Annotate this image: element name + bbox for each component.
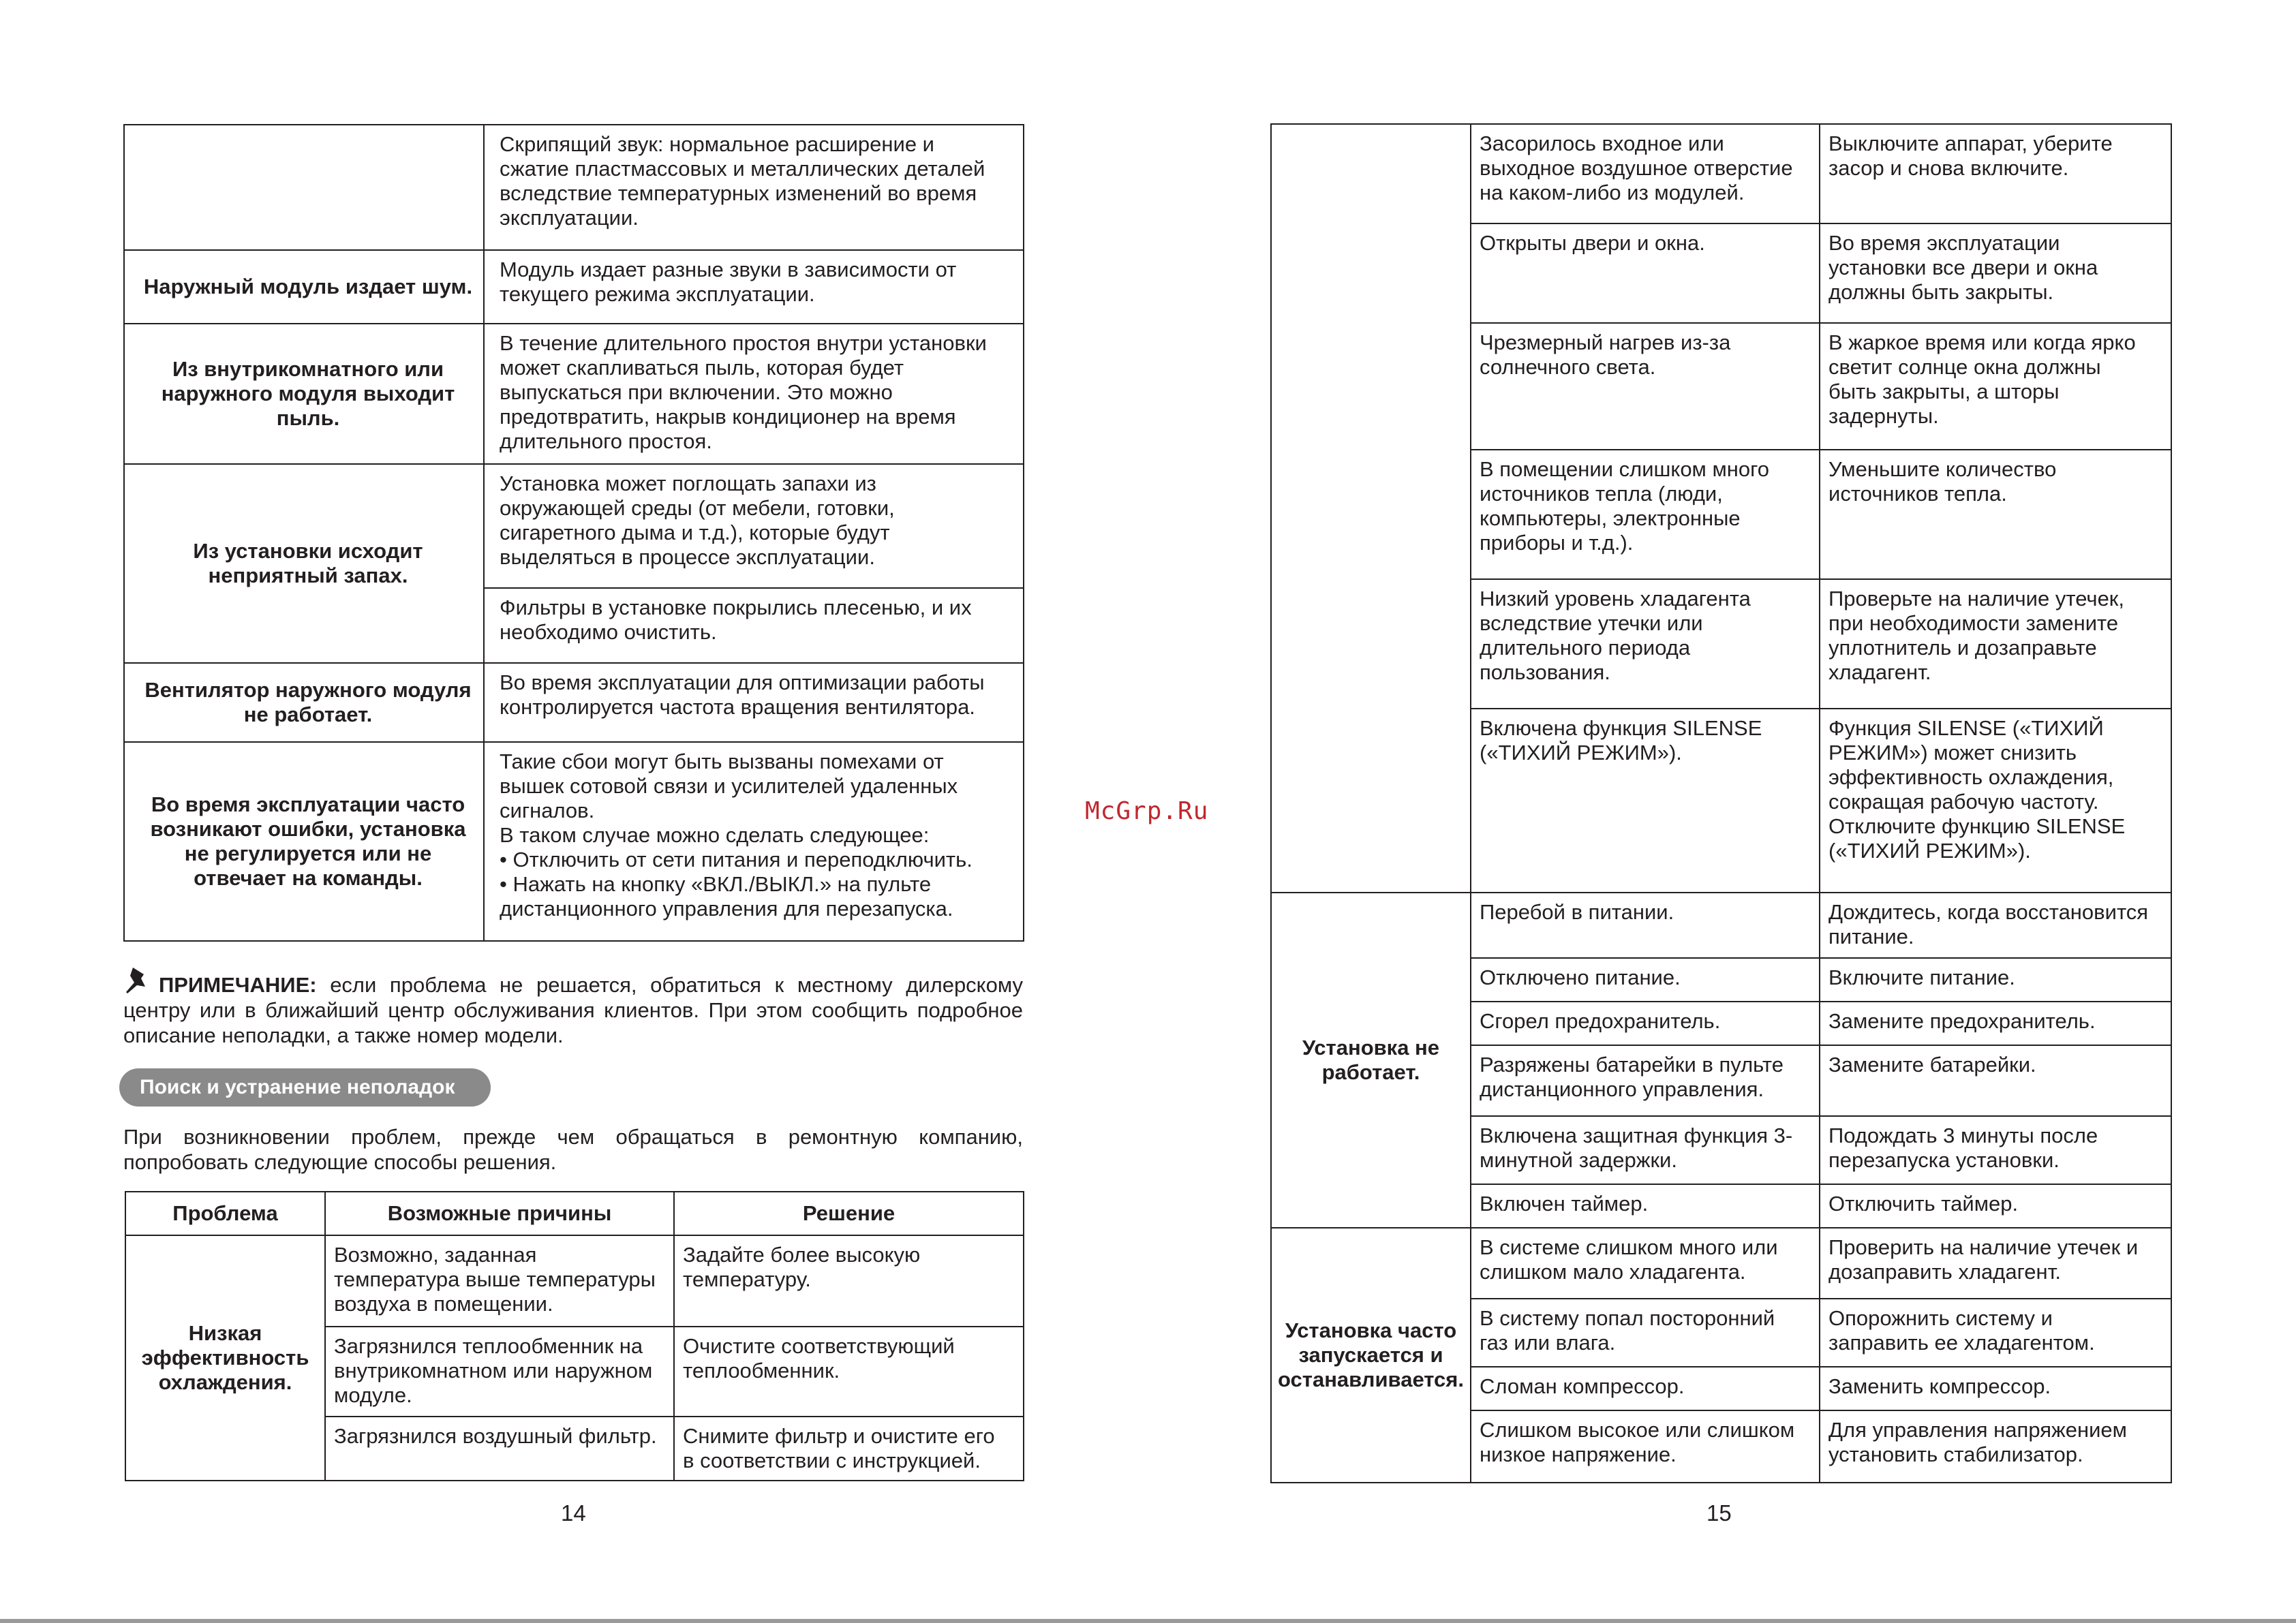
cause-cell: Низкий уровень хладагента вследствие утечки или длительного периода пользования. [1471, 579, 1820, 709]
solution-cell: Фильтры в установке покрылись плесенью, и их необходимо очистить. [484, 588, 1024, 663]
cause-cell: Загрязнился теплообменник на внутрикомнатном или наружном модуле. [325, 1327, 674, 1417]
table-row [1271, 893, 2171, 958]
problem-cell: Во время эксплуатации часто возникают ошибки, установка не регулируется или не отвечает на команды. [124, 742, 484, 941]
cause-cell: Слишком высокое или слишком низкое напряжение. [1471, 1410, 1820, 1483]
table-row [124, 125, 1024, 250]
solution-cell: Установка может поглощать запахи из окружающей среды (от мебели, готовки, сигаретного дыма и т.д.), которые будут выделяться в процессе эксплуатации. [484, 464, 1024, 588]
cause-cell: В систему попал посторонний газ или влага. [1471, 1299, 1820, 1367]
solution-cell: Проверьте на наличие утечек, при необходимости замените уплотнитель и дозаправьте хладагент. [1820, 579, 2171, 709]
table-row [124, 742, 1024, 941]
solution-cell: Замените батарейки. [1820, 1045, 2171, 1116]
solution-cell: Снимите фильтр и очистите его в соответствии с инструкцией. [674, 1417, 1024, 1481]
pushpin-icon [123, 966, 153, 995]
note-label: ПРИМЕЧАНИЕ: [159, 973, 317, 997]
problem-cell [1271, 124, 1471, 893]
cause-cell: Отключено питание. [1471, 958, 1820, 1002]
cause-cell: Перебой в питании. [1471, 893, 1820, 958]
table-row [125, 1235, 1024, 1327]
cause-cell: Загрязнился воздушный фильтр. [325, 1417, 674, 1481]
solution-cell: В течение длительного простоя внутри установки может скапливаться пыль, которая будет выпускаться при включении. Это можно предотвратить, накрыв кондиционер на время длительного простоя. [484, 324, 1024, 464]
table-row [124, 663, 1024, 742]
problem-cell: Из установки исходит неприятный запах. [124, 464, 484, 663]
solution-cell: Очистите соответствующий теплообменник. [674, 1327, 1024, 1417]
section-title: Поиск и устранение неполадок [119, 1068, 491, 1107]
note-paragraph [123, 966, 1023, 1048]
solution-cell: Дождитесь, когда восстановится питание. [1820, 893, 2171, 958]
problem-cell: Наружный модуль издает шум. [124, 250, 484, 324]
cause-cell: Сгорел предохранитель. [1471, 1002, 1820, 1045]
cause-cell: В системе слишком много или слишком мало хладагента. [1471, 1228, 1820, 1299]
solution-cell: Для управления напряжением установить стабилизатор. [1820, 1410, 2171, 1483]
solution-cell: Во время эксплуатации для оптимизации работы контролируется частота вращения вентилятора. [484, 663, 1024, 742]
solution-cell: Отключить таймер. [1820, 1184, 2171, 1228]
cause-cell: Сломан компрессор. [1471, 1367, 1820, 1410]
solution-cell: Проверить на наличие утечек и дозаправить хладагент. [1820, 1228, 2171, 1299]
solution-cell: Задайте более высокую температуру. [674, 1235, 1024, 1327]
page-number: 15 [1706, 1500, 1732, 1526]
table-row [1271, 1228, 2171, 1299]
solution-cell: Функция SILENSE («ТИХИЙ РЕЖИМ») может снизить эффективность охлаждения, сокращая рабочую частоту. Отключите функцию SILENSE («ТИХИЙ РЕЖИМ»). [1820, 709, 2171, 893]
table-header-row [125, 1192, 1024, 1235]
solution-cell: Замените предохранитель. [1820, 1002, 2171, 1045]
column-header-problem: Проблема [125, 1192, 325, 1235]
table-row [124, 324, 1024, 464]
column-header-causes: Возможные причины [325, 1192, 674, 1235]
page-number: 14 [561, 1500, 586, 1526]
solution-cell: Выключите аппарат, уберите засор и снова включите. [1820, 124, 2171, 223]
table-row [124, 250, 1024, 324]
table-row [1271, 124, 2171, 223]
cause-cell: Чрезмерный нагрев из-за солнечного света. [1471, 323, 1820, 450]
solution-cell: Во время эксплуатации установки все двери и окна должны быть закрыты. [1820, 223, 2171, 323]
page-right [1148, 0, 2296, 1623]
cause-cell: Засорилось входное или выходное воздушное отверстие на каком-либо из модулей. [1471, 124, 1820, 223]
bottom-divider [0, 1619, 2296, 1623]
troubleshooting-continued-table [123, 124, 1024, 942]
note-text: если проблема не решается, обратиться к местному дилерскому центру или в ближайший центр обслуживания клиентов. При этом сообщить подробное описание неполадки, а также номер модели. [123, 973, 1023, 1047]
problem-cell: Установка часто запускается и останавливается. [1271, 1228, 1471, 1483]
solution-cell: Включите питание. [1820, 958, 2171, 1002]
intro-paragraph: При возникновении проблем, прежде чем обращаться в ремонтную компанию, попробовать следующие способы решения. [123, 1125, 1023, 1174]
problem-cell [124, 125, 484, 250]
trouble-table [125, 1191, 1024, 1481]
solution-cell: Подождать 3 минуты после перезапуска установки. [1820, 1116, 2171, 1184]
solution-cell: Опорожнить систему и заправить ее хладагентом. [1820, 1299, 2171, 1367]
solution-cell: Такие сбои могут быть вызваны помехами от вышек сотовой связи и усилителей удаленных сигналов. В таком случае можно сделать следующее: • Отключить от сети питания и переподключить. • Нажать на кнопку «ВКЛ./ВЫКЛ.» на пульте дистанционного управления для перезапуска. [484, 742, 1024, 941]
cause-cell: Включена защитная функция 3- минутной задержки. [1471, 1116, 1820, 1184]
solution-cell: Заменить компрессор. [1820, 1367, 2171, 1410]
cause-cell: Открыты двери и окна. [1471, 223, 1820, 323]
solution-cell: Модуль издает разные звуки в зависимости от текущего режима эксплуатации. [484, 250, 1024, 324]
solution-cell: В жаркое время или когда ярко светит солнце окна должны быть закрыты, а шторы задернуты. [1820, 323, 2171, 450]
problem-cell: Низкая эффективность охлаждения. [125, 1235, 325, 1481]
column-header-solution: Решение [674, 1192, 1024, 1235]
watermark: McGrp.Ru [1085, 797, 1209, 825]
cause-cell: Включена функция SILENSE («ТИХИЙ РЕЖИМ»). [1471, 709, 1820, 893]
problem-cell: Установка не работает. [1271, 893, 1471, 1228]
trouble-table-continued [1270, 123, 2172, 1483]
problem-cell: Вентилятор наружного модуля не работает. [124, 663, 484, 742]
solution-cell: Скрипящий звук: нормальное расширение и сжатие пластмассовых и металлических деталей вследствие температурных изменений во время эксплуатации. [484, 125, 1024, 250]
cause-cell: В помещении слишком много источников тепла (люди, компьютеры, электронные приборы и т.д.). [1471, 450, 1820, 579]
solution-cell: Уменьшите количество источников тепла. [1820, 450, 2171, 579]
table-row [124, 464, 1024, 588]
cause-cell: Разряжены батарейки в пульте дистанционного управления. [1471, 1045, 1820, 1116]
problem-cell: Из внутрикомнатного или наружного модуля выходит пыль. [124, 324, 484, 464]
cause-cell: Включен таймер. [1471, 1184, 1820, 1228]
cause-cell: Возможно, заданная температура выше температуры воздуха в помещении. [325, 1235, 674, 1327]
